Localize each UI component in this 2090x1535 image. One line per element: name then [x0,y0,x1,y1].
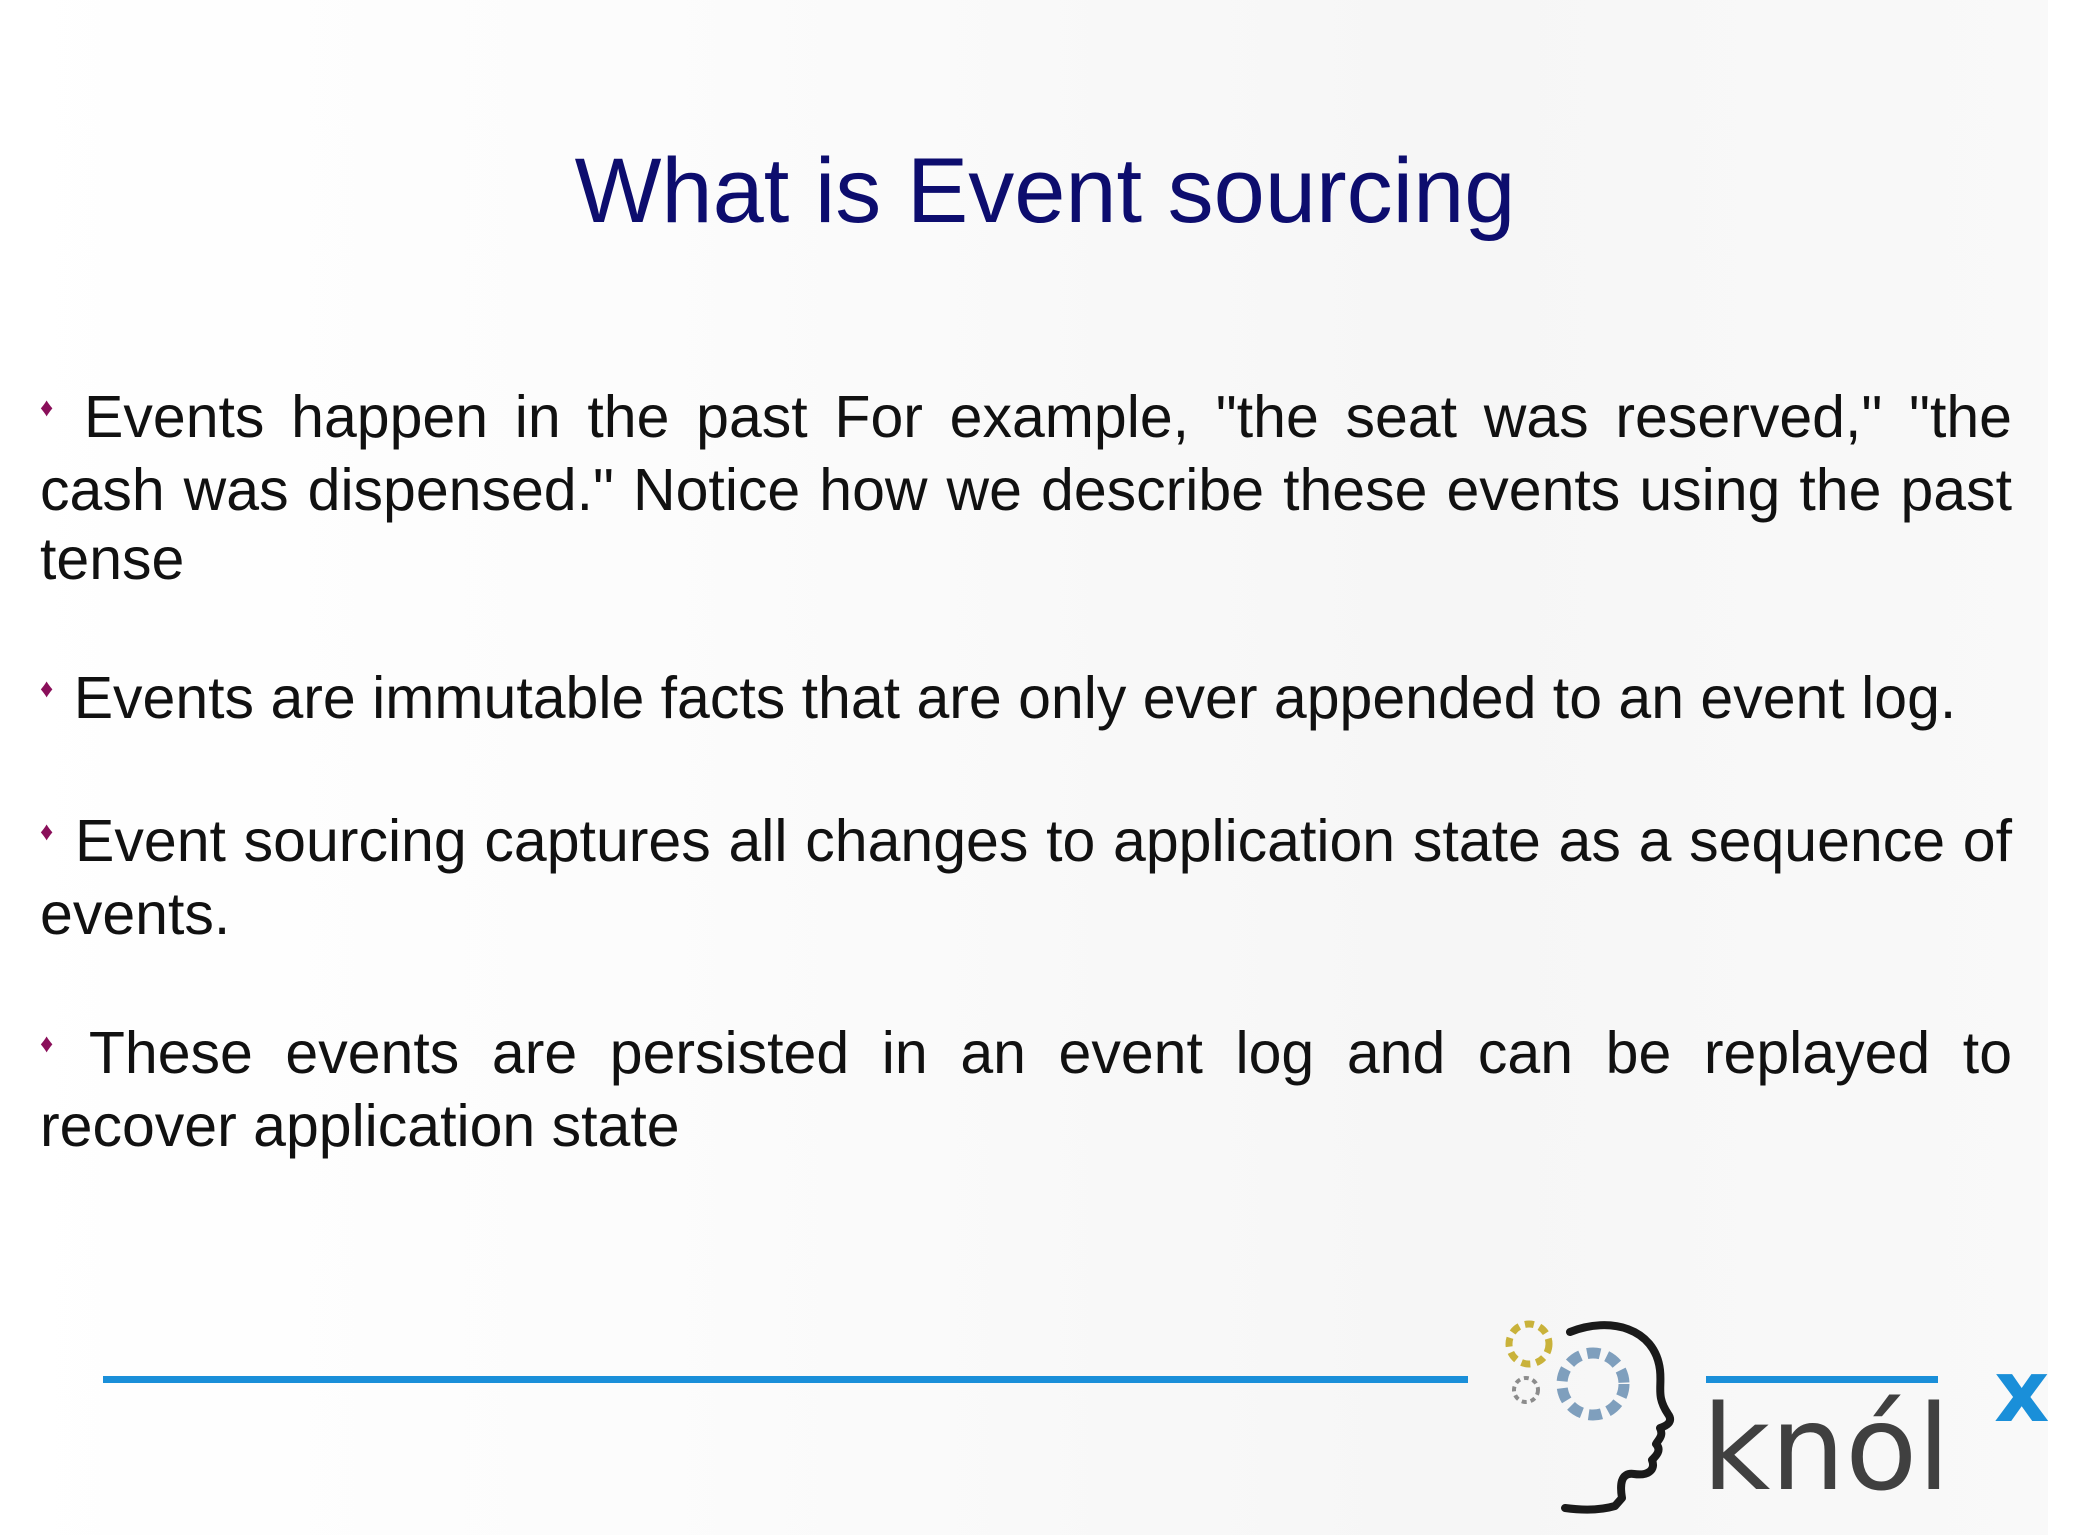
slide-title: What is Event sourcing [574,140,1516,242]
diamond-bullet-icon: ♦ [40,1027,54,1058]
diamond-bullet-icon: ♦ [40,391,54,422]
bullet-item [40,383,2012,594]
knolx-logo [1480,1310,2050,1535]
bullet-text: Events happen in the past For example, "the seat was reserved," "the cash was dispensed." Notice how we describe these events using the past tense [40,384,2012,592]
logo-superscript: x [1994,1342,2050,1442]
footer-divider-left [103,1376,1468,1383]
gray-gear-icon [1514,1378,1538,1402]
blue-gear-icon [1562,1353,1624,1415]
bullet-item [40,664,2012,737]
bullet-list [40,383,2012,1161]
gold-gear-icon [1509,1324,1549,1364]
bullet-text: Events are immutable facts that are only ever appended to an event log. [73,664,1957,731]
bullet-text: These events are persisted in an event log and can be replayed to recover application state [40,1019,2013,1159]
diamond-bullet-icon: ♦ [40,672,54,703]
bullet-item [40,1019,2012,1161]
bullet-item [40,807,2012,949]
logo-wordmark: knól [1702,1379,1951,1517]
diamond-bullet-icon: ♦ [40,815,54,846]
bullet-text: Event sourcing captures all changes to application state as a sequence of events. [40,807,2012,947]
head-profile-icon [1565,1325,1670,1509]
